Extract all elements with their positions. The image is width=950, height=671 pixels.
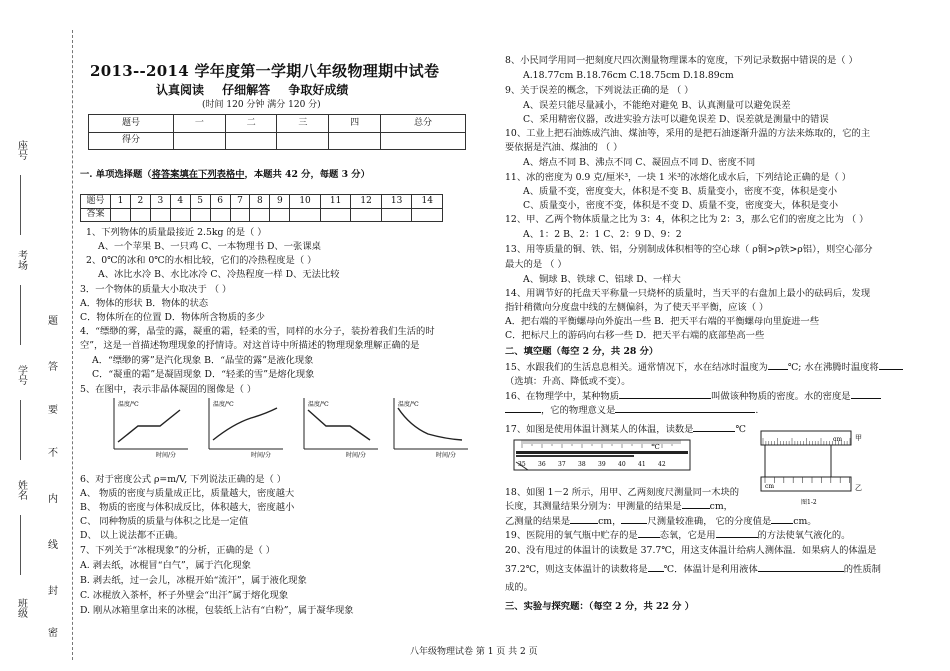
question-3-options-ab: A．物体的形状 B．物体的状态 [80, 298, 209, 309]
question-5: 5、在图中，表示非晶体凝固的图像是（ ） [80, 384, 257, 395]
question-4-line2: 空”，这是一首描述物理现象的抒情诗。对这首诗中所描述的物理现象理解正确的是 [80, 340, 420, 351]
score-cell [225, 132, 277, 150]
exam-title: 2013--2014 学年度第一学期八年级物理期中试卷 [90, 62, 440, 80]
question-8-options: A.18.77cm B.18.76cm C.18.75cm D.18.89cm [523, 70, 734, 81]
question-7-option-d: D. 刚从冰箱里拿出来的冰棍，包装纸上沾有“白粉”，属于凝华现象 [80, 605, 354, 616]
question-9-options-ab: A、误差只能尽量减小，不能绝对避免 B、认真测量可以避免误差 [523, 100, 791, 111]
score-table-row-label: 得分 [89, 132, 174, 150]
question-11-options-cd: C、质量变小，密度不变，体积是不变 D、质量不变，密度变大，体积是变小 [523, 200, 839, 211]
thermometer-label: 42 [658, 461, 666, 468]
score-table [88, 114, 466, 150]
ruler-label-yi: 乙 [855, 484, 862, 492]
answer-number-cell: 13 [381, 195, 412, 209]
binding-underline [20, 285, 21, 345]
answer-table-label: 答案 [81, 208, 111, 222]
question-1: 1、下列物体的质量最接近 2.5kg 的是（ ） [86, 227, 267, 238]
score-cell [173, 132, 225, 150]
question-3-options-cd: C．物体所在的位置 D．物体所含物质的多少 [80, 312, 265, 323]
exam-time-info: (时间 120 分钟 满分 120 分) [202, 100, 321, 110]
question-4-line1: 4．“缥缈的雾，晶莹的露，凝重的霜，轻柔的雪，同样的水分子，装扮着我们生活的时 [80, 326, 435, 337]
binding-label-number: 学号 [15, 365, 27, 385]
question-20-line1: 20、没有甩过的体温计的读数是 37.7℃，用这支体温计给病人测体温．如果病人的体温是 [505, 545, 877, 556]
question-13-line1: 13、用等质量的铜、铁、铝，分别制成体积相等的空心球（ ρ铜>ρ铁>ρ铝），则空心部分 [505, 244, 873, 255]
rulers-figure [755, 428, 865, 514]
graph-d [394, 398, 468, 459]
question-2: 2、0℃的冰和 0℃的水相比较，它们的冷热程度是（ ） [86, 255, 317, 266]
question-12: 12、甲、乙两个物体质量之比为 3：4，体积之比为 2：3，那么它们的密度之比为 （ ） [505, 214, 869, 225]
question-13-options: A、铜球 B、铁球 C、铝球 D、一样大 [523, 274, 681, 285]
binding-char: 要 [48, 405, 58, 416]
thermometer-figure [512, 438, 694, 474]
question-8: 8、小民同学用同一把刻度尺四次测量物理课本的宽度，下列记录数据中错误的是（ ） [505, 55, 858, 66]
score-cell [380, 132, 465, 150]
score-table-header: 题号 [89, 115, 174, 133]
question-7: 7、下列关于“冰棍现象”的分析，正确的是（ ） [80, 545, 276, 556]
binding-char: 题 [48, 316, 58, 327]
answer-number-cell: 11 [320, 195, 351, 209]
graph-c-xlabel: 时间/分 [346, 452, 367, 459]
thermometer-label: 37 [558, 461, 566, 468]
answer-cell [290, 208, 321, 222]
question-15-line1: 15、水跟我们的生活息息相关。通常情况下，水在结冰时温度为 ℃; 水在沸腾时温度将 [505, 362, 903, 374]
answer-number-cell: 7 [230, 195, 250, 209]
exam-subtitle: 认真阅读 仔细解答 争取好成绩 [156, 83, 349, 97]
answer-cell [351, 208, 382, 222]
question-14-options-cd: C．把标尺上的游码向右移一些 D．把天平右端的底部垫高一些 [505, 330, 765, 341]
graph-a-xlabel: 时间/分 [156, 452, 177, 459]
question-9-options-cd: C、采用精密仪器，改进实验方法可以避免误差 D、误差就是测量中的错误 [523, 114, 829, 125]
answer-number-cell: 4 [170, 195, 190, 209]
question-15-line2: （选填：升高、降低或不变）。 [505, 376, 631, 387]
question-16-line2: ，它的物理意义是 . [505, 405, 758, 417]
section3-heading: 三、实验与探究题：（每空 2 分，共 22 分 ） [505, 601, 694, 612]
answer-cell [111, 208, 131, 222]
binding-label-name: 姓名 [15, 480, 27, 500]
binding-underline [20, 175, 21, 235]
answer-cell [210, 208, 230, 222]
graph-a [114, 398, 188, 459]
question-4-options-cd: C．“凝重的霜”是凝固现象 D．“轻柔的雪”是熔化现象 [92, 369, 315, 380]
thermometer-label: 40 [618, 461, 626, 468]
question-19: 19、医院用的氧气瓶中贮存的是 态氧，它是用 的方法使氧气液化的。 [505, 530, 851, 541]
answer-cell [412, 208, 443, 222]
thermometer-label: 39 [598, 461, 606, 468]
score-table-header: 三 [277, 115, 329, 133]
section1-heading: 一. 单项选择题（将答案填在下列表格中，本题共 42 分，每题 3 分） [80, 169, 370, 180]
answer-cell [190, 208, 210, 222]
question-18-line3: 乙测量的结果是 cm， 尺测量较准确， 它的分度值是 cm。 [505, 516, 817, 527]
graph-d-ylabel: 温度/℃ [398, 401, 419, 408]
binding-underline [20, 515, 21, 575]
question-16-line1: 16、在物理学中，某种物质 叫做该种物质的密度。水的密度是 [505, 391, 881, 403]
binding-char: 内 [48, 494, 58, 505]
answer-cell [150, 208, 170, 222]
binding-char: 封 [48, 586, 58, 597]
graph-b-xlabel: 时间/分 [251, 452, 272, 459]
binding-dashed-line [72, 30, 73, 660]
binding-char: 不 [48, 448, 58, 459]
answer-number-cell: 12 [351, 195, 382, 209]
question-20-line2: 37.2℃，则这支体温计的读数将是 ℃．体温计是利用液体 的性质制 [505, 564, 881, 575]
question-17: 17、如图是使用体温计测某人的体温，读数是 ℃ [505, 424, 746, 435]
question-2-options: A、冰比水冷 B、水比冰冷 C、冷热程度一样 D、无法比较 [98, 269, 340, 280]
answer-number-cell: 14 [412, 195, 443, 209]
question-11-options-ab: A、质量不变，密度变大，体积是不变 B、质量变小，密度不变，体积是变小 [523, 186, 838, 197]
question-9: 9、关于误差的概念，下列说法正确的是 （ ） [505, 85, 694, 96]
answer-number-cell: 6 [210, 195, 230, 209]
graph-b-ylabel: 温度/℃ [213, 401, 234, 408]
binding-label-room: 考场 [15, 250, 27, 270]
thermometer-label: 35 [518, 461, 526, 468]
ruler-top-unit: cm [833, 436, 843, 443]
question-12-options: A、1：2 B、2：1 C、2：9 D、9：2 [523, 229, 682, 240]
question-11: 11、冰的密度为 0.9 克/厘米³，一块 1 米³的冰熔化成水后，下列结论正确的是（ ） [505, 172, 852, 183]
question-18-line2: 长度，其测量结果分别为：甲测量的结果是 cm， [505, 501, 733, 512]
answer-cell [130, 208, 150, 222]
question-14-line2: 指针稍微向分度盘中线的左侧偏斜，为了使天平平衡，应该（ ） [505, 302, 769, 313]
answer-number-cell: 8 [250, 195, 270, 209]
graph-d-xlabel: 时间/分 [436, 452, 457, 459]
question-4-options-ab: A．“缥缈的雾”是汽化现象 B．“晶莹的露”是液化现象 [92, 355, 314, 366]
thermometer-label: 36 [538, 461, 546, 468]
answer-cell [270, 208, 290, 222]
graph-a-ylabel: 温度/℃ [118, 401, 139, 408]
binding-label-seat: 座号 [15, 140, 27, 160]
score-cell [277, 132, 329, 150]
answer-cell [170, 208, 190, 222]
score-table-header: 一 [173, 115, 225, 133]
question-6-option-d: D、 以上说法都不正确。 [80, 530, 184, 541]
question-7-option-a: A. 剥去纸，冰棍冒“白气”，属于汽化现象 [80, 560, 251, 571]
question-6-option-c: C、 同种物质的质量与体积之比是一定值 [80, 516, 249, 527]
graph-c [304, 398, 378, 459]
answer-cell [320, 208, 351, 222]
question-3: 3．一个物体的质量大小取决于 （ ） [80, 284, 232, 295]
question-5-graphs [88, 394, 468, 464]
question-13-line2: 最大的是 （ ） [505, 259, 567, 270]
score-cell [329, 132, 381, 150]
answer-cell [250, 208, 270, 222]
graph-b [209, 398, 283, 459]
score-table-header: 总分 [380, 115, 465, 133]
figure-caption: 图1-2 [801, 499, 817, 506]
question-10-line2: 要依据是汽油、煤油的 （ ） [505, 142, 623, 153]
question-1-options: A、一个苹果 B、一只鸡 C、一本物理书 D、一张课桌 [98, 241, 321, 252]
question-18-line1: 18、如图 1－2 所示，用甲、乙两刻度尺测量同一木块的 [505, 487, 740, 498]
answer-table [80, 194, 443, 222]
binding-underline [20, 400, 21, 460]
question-20-line3: 成的。 [505, 582, 533, 593]
score-table-header: 二 [225, 115, 277, 133]
answer-number-cell: 5 [190, 195, 210, 209]
wooden-block [765, 445, 831, 477]
section2-heading: 二、填空题（每空 2 分，共 28 分） [505, 346, 659, 357]
graph-c-ylabel: 温度/℃ [308, 401, 329, 408]
answer-number-cell: 1 [111, 195, 131, 209]
question-14-line1: 14、用调节好的托盘天平称量一只烧杯的质量时，当天平的右盘加上最小的砝码后，发现 [505, 288, 871, 299]
question-6: 6、对于密度公式 ρ=m/V, 下列说法正确的是（ ） [80, 474, 287, 485]
answer-number-cell: 9 [270, 195, 290, 209]
question-7-option-b: B. 剥去纸，过一会儿，冰棍开始“流汗”，属于液化现象 [80, 575, 307, 586]
binding-char: 密 [48, 628, 58, 639]
answer-number-cell: 10 [290, 195, 321, 209]
answer-cell [381, 208, 412, 222]
thermometer-unit: ℃ [652, 443, 660, 451]
ruler-bottom-unit: cm [765, 483, 775, 490]
score-table-header: 四 [329, 115, 381, 133]
question-14-options-ab: A．把右端的平衡螺母向外旋出一些 B．把天平右端的平衡螺母向里旋进一些 [505, 316, 820, 327]
binding-char: 答 [48, 362, 58, 373]
answer-number-cell: 3 [150, 195, 170, 209]
answer-table-label: 题号 [81, 195, 111, 209]
question-6-option-a: A、 物质的密度与质量成正比，质量越大，密度越大 [80, 488, 295, 499]
thermometer-label: 41 [638, 461, 646, 468]
page-footer: 八年级物理试卷 第 1 页 共 2 页 [410, 647, 538, 657]
question-6-option-b: B、 物质的密度与体积成反比，体积越大，密度越小 [80, 502, 295, 513]
ruler-label-jia: 甲 [855, 434, 862, 442]
question-10-line1: 10、工业上把石油炼成汽油、煤油等，采用的是把石油逐渐升温的方法来炼取的，它的主 [505, 128, 871, 139]
binding-label-class: 班级 [15, 598, 27, 618]
binding-char: 线 [48, 540, 58, 551]
question-10-options: A、熔点不同 B、沸点不同 C、凝固点不同 D、密度不同 [523, 157, 756, 168]
question-7-option-c: C. 冰棍放入茶杯，杯子外壁会“出汗”属于熔化现象 [80, 590, 289, 601]
answer-cell [230, 208, 250, 222]
answer-number-cell: 2 [130, 195, 150, 209]
thermometer-label: 38 [578, 461, 586, 468]
